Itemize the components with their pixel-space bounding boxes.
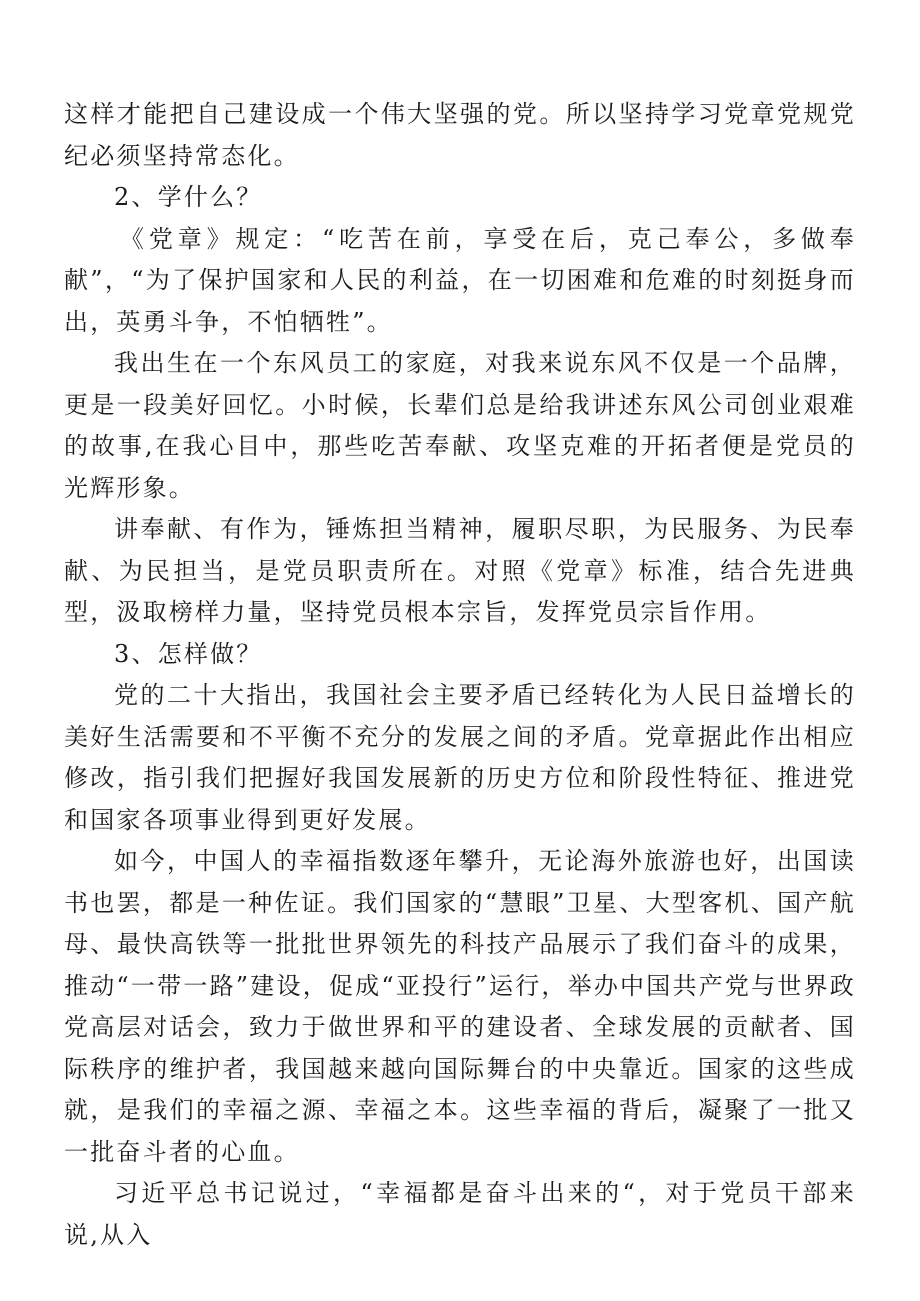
paragraph-continuation: 这样才能把自己建设成一个伟大坚强的党。所以坚持学习党章党规党纪必须坚持常态化。 bbox=[64, 100, 856, 170]
section-heading-what-to-learn: 2、学什么？ bbox=[114, 183, 263, 211]
paragraph-party-constitution-quote: 《党章》规定：“吃苦在前，享受在后，克己奉公，多做奉献”，“为了保护国家和人民的利益，在一切困难和危难的时刻挺身而出，英勇斗争，不怕牺牲”。 bbox=[64, 224, 856, 336]
paragraph-xi-quote: 习近平总书记说过，“幸福都是奋斗出来的“，对于党员干部来说,从入 bbox=[64, 1179, 856, 1249]
document-body bbox=[64, 94, 856, 1256]
paragraph-twentieth-congress: 党的二十大指出，我国社会主要矛盾已经转化为人民日益增长的美好生活需要和不平衡不充分的发展之间的矛盾。党章据此作出相应修改，指引我们把握好我国发展新的历史方位和阶段性特征、推进党和国家各项事业得到更好发展。 bbox=[64, 681, 856, 834]
paragraph-dongfeng-family: 我出生在一个东风员工的家庭，对我来说东风不仅是一个品牌，更是一段美好回忆。小时候，长辈们总是给我讲述东风公司创业艰难的故事,在我心目中，那些吃苦奉献、攻坚克难的开拓者便是党员的光辉形象。 bbox=[64, 349, 856, 502]
section-heading-how-to-do: 3、怎样做？ bbox=[114, 639, 263, 668]
paragraph-dedication: 讲奉献、有作为，锤炼担当精神，履职尽职，为民服务、为民奉献、为民担当，是党员职责所在。对照《党章》标准，结合先进典型，汲取榜样力量，坚持党员根本宗旨，发挥党员宗旨作用。 bbox=[64, 515, 856, 626]
paragraph-happiness-index: 如今，中国人的幸福指数逐年攀升，无论海外旅游也好，出国读书也罢，都是一种佐证。我们国家的“慧眼”卫星、大型客机、国产航母、最快高铁等一批批世界领先的科技产品展示了我们奋斗的成果，推动“一带一路”建设，促成“亚投行”运行，举办中国共产党与世界政党高层对话会，致力于做世界和平的建设者、全球发展的贡献者、国际秩序的维护者，我国越来越向国际舞台的中央靠近。国家的这些成就，是我们的幸福之源、幸福之本。这些幸福的背后，凝聚了一批又一批奋斗者的心血。 bbox=[64, 847, 856, 1166]
